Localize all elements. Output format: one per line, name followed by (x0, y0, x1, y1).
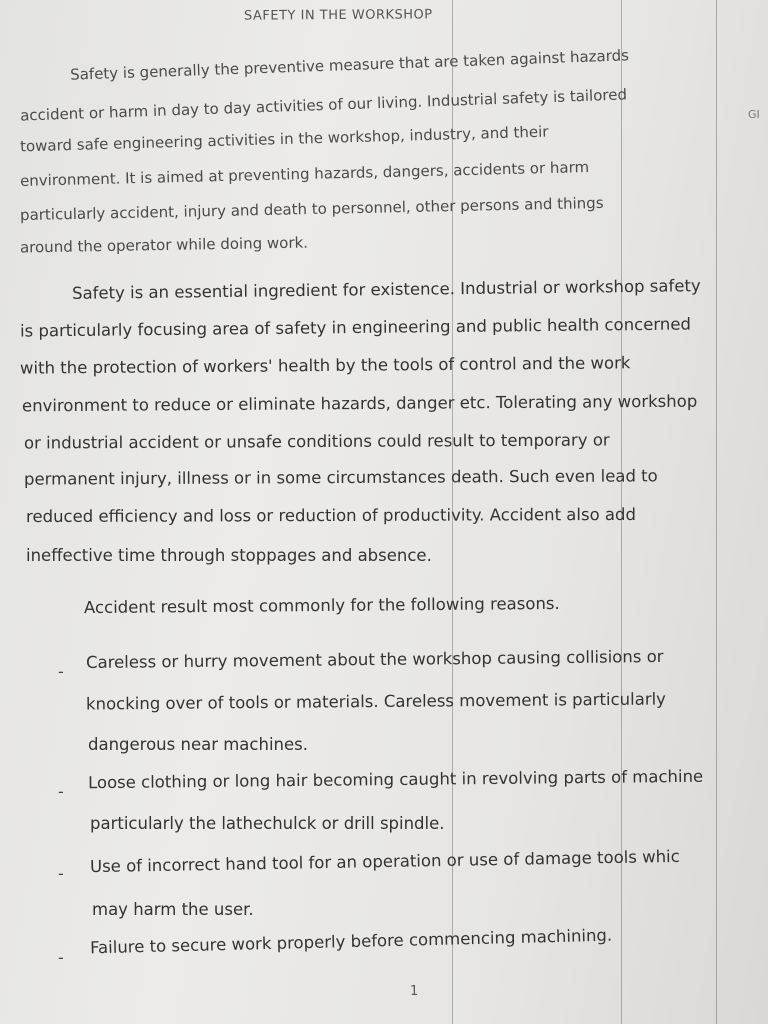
list-item-line: dangerous near machines. (88, 735, 308, 754)
list-item-line: particularly the lathechulck or drill spindle. (90, 814, 445, 833)
page-number: 1 (410, 984, 419, 999)
list-item-line: Loose clothing or long hair becoming caught in revolving parts of machine (87, 766, 704, 793)
bullet-marker: - (58, 782, 64, 801)
text-line: permanent injury, illness or in some circumstances death. Such even lead to (23, 466, 658, 489)
text-line: around the operator while doing work. (19, 233, 309, 257)
text-line: accident or harm in day to day activities of our living. Industrial safety is tailored (19, 85, 628, 125)
list-item-line: Use of incorrect hand tool for an operation or use of damage tools whic (89, 846, 680, 877)
text-line: environment. It is aimed at preventing hazards, dangers, accidents or harm (19, 158, 590, 190)
text-line: ineffective time through stoppages and absence. (26, 546, 432, 565)
bullet-marker: - (58, 662, 64, 681)
list-item-line: may harm the user. (92, 900, 254, 919)
text-line: is particularly focusing area of safety in engineering and public health concerned (19, 314, 692, 341)
text-line: toward safe engineering activities in the workshop, industry, and their (19, 122, 549, 156)
bullet-marker: - (58, 948, 64, 967)
text-line: with the protection of workers' health by the tools of control and the work (19, 353, 631, 378)
text-line: environment to reduce or eliminate hazards, danger etc. Tolerating any workshop (21, 391, 698, 416)
text-line: particularly accident, injury and death to personnel, other persons and things (19, 193, 604, 225)
list-item-line: knocking over of tools or materials. Careless movement is particularly (85, 689, 666, 714)
list-item-line: Careless or hurry movement about the workshop causing collisions or (85, 646, 664, 673)
text-line: or industrial accident or unsafe conditions could result to temporary or (23, 430, 610, 453)
margin-mark: GI (748, 108, 760, 121)
list-intro: Accident result most commonly for the following reasons. (83, 593, 560, 618)
bullet-marker: - (58, 864, 64, 883)
fold-line (716, 0, 717, 1024)
list-item-line: Failure to secure work properly before commencing machining. (89, 925, 613, 958)
page-title: SAFETY IN THE WORKSHOP (243, 7, 433, 24)
text-line: Safety is generally the preventive measure that are taken against hazards (69, 46, 630, 84)
text-line: Safety is an essential ingredient for existence. Industrial or workshop safety (71, 276, 701, 303)
text-line: reduced efficiency and loss or reduction of productivity. Accident also add (25, 504, 637, 527)
